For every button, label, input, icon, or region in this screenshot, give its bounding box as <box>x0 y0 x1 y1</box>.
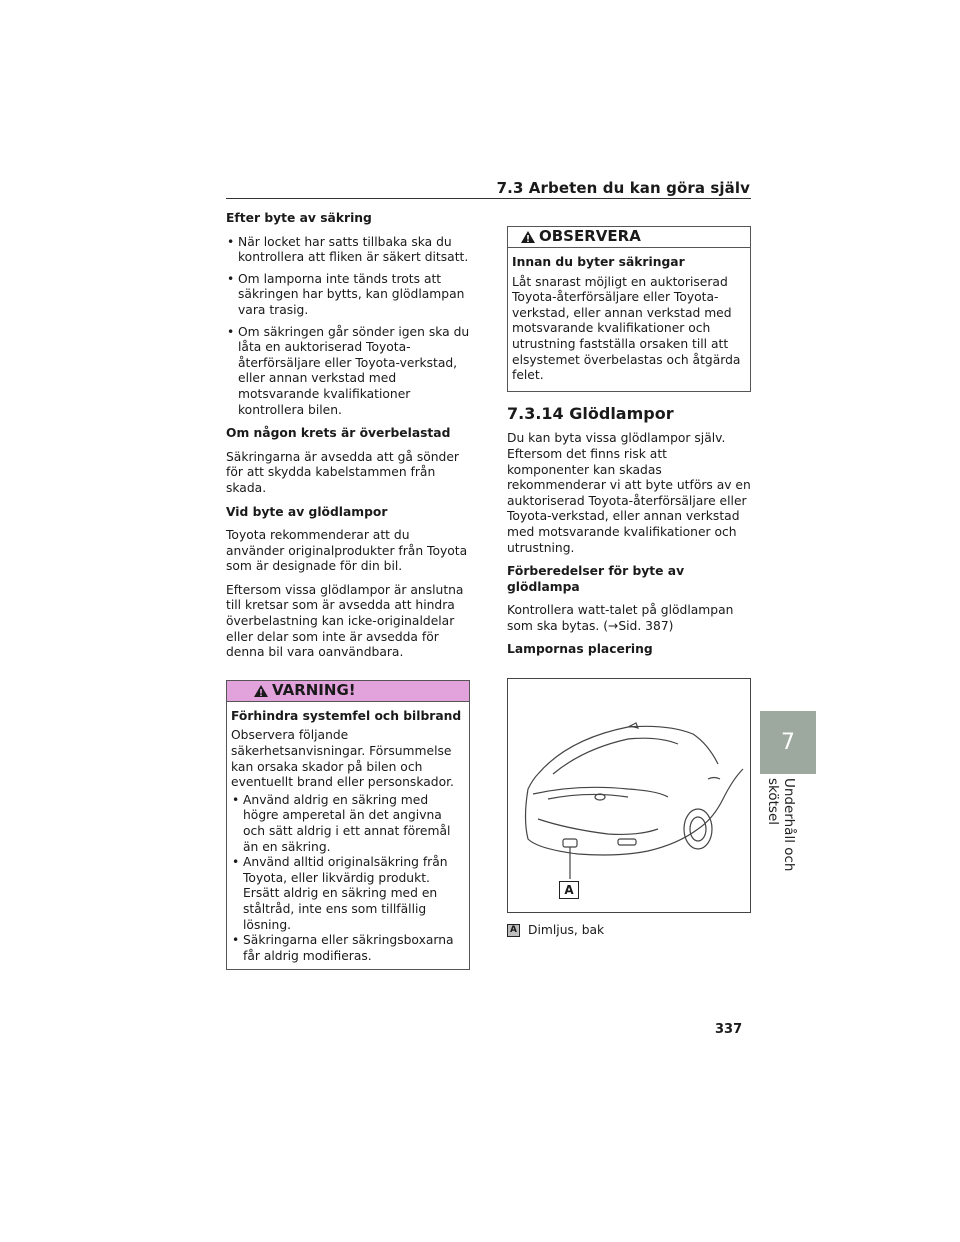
page-number: 337 <box>715 1022 743 1037</box>
caution-icon <box>520 230 536 244</box>
list-item: • Om säkringen går sönder igen ska du låta en auktoriserad Toyota-återförsäljare eller Toyota-verkstad, eller annan verkstad med motsvarande kvalifikationer kontrollera bilen. <box>227 324 470 417</box>
bulb-change-heading: Vid byte av glödlampor <box>226 504 388 519</box>
page-header-title: 7.3 Arbeten du kan göra själv <box>496 179 750 197</box>
section-title: 7.3.14 Glödlampor <box>507 403 674 423</box>
list-item: • När locket har satts tillbaka ska du kontrollera att fliken är säkert ditsatt. <box>227 234 469 265</box>
notice-text: Låt snarast möjligt en auktoriserad Toyota-återförsäljare eller Toyota-verkstad, eller annan verkstad med motsvarande kvalifikationer och utrustning fastställa orsaken till att elsystemet överbelastas och åtgärda felet. <box>512 274 741 383</box>
warning-list <box>231 793 465 965</box>
warning-intro: Observera följande säkerhetsanvisningar. Försummelse kan orsaka skador på bilen och eventuellt brand eller personskador. <box>231 728 454 790</box>
warning-heading: Förhindra systemfel och bilbrand <box>231 708 462 723</box>
warning-body <box>227 702 469 970</box>
legend-badge: A <box>507 924 520 937</box>
legend-text: Dimljus, bak <box>528 923 605 938</box>
overload-heading: Om någon krets är överbelastad <box>226 426 451 441</box>
overload-text: Säkringarna är avsedda att gå sönder för att skydda kabelstammen från skada. <box>226 449 459 495</box>
bulb-text-2: Eftersom vissa glödlampor är anslutna till kretsar som är avsedda att hindra överbelastning kan icke-originaldelar eller delar som inte är avsedda för denna bil vara oanvändbara. <box>226 582 464 660</box>
chapter-label: Underhåll och skötsel <box>765 778 797 872</box>
list-item: • Om lamporna inte tänds trots att säkringen har bytts, kan glödlampan vara trasig. <box>227 271 465 317</box>
bulb-text-1: Toyota rekommenderar att du använder originalprodukter från Toyota som är designade för din bil. <box>226 528 468 574</box>
notice-box <box>507 226 751 392</box>
section-intro: Du kan byta vissa glödlampor själv. Eftersom det finns risk att komponenter kan skadas rekommenderar vi att byte utförs av en auktoriserad Toyota-återförsäljare eller Toyota-verkstad, eller annan verkstad med motsvarande kvalifikationer och utrustning. <box>507 431 751 555</box>
notice-heading: Innan du byter säkringar <box>512 255 685 269</box>
figure-legend <box>507 923 751 939</box>
after-fuse-heading: Efter byte av säkring <box>226 211 372 225</box>
warning-header <box>227 681 469 702</box>
prep-heading: Förberedelser för byte av glödlampa <box>507 564 685 594</box>
prep-text: Kontrollera watt-talet på glödlampan som ska bytas. (→Sid. 387) <box>507 603 734 633</box>
left-column <box>226 211 470 984</box>
warning-box <box>226 680 470 971</box>
notice-body <box>508 248 750 391</box>
warning-title: VARNING! <box>272 681 356 700</box>
after-fuse-list <box>226 235 470 419</box>
warning-icon <box>253 684 269 698</box>
list-item: • Använd alltid originalsäkring från Toyota, eller likvärdig produkt. Ersätt aldrig en säkring med en ståltråd, inte ens som tillfällig lösning. <box>232 855 448 932</box>
car-rear-illustration <box>507 678 751 913</box>
list-item: • Använd aldrig en säkring med högre amperetal än det angivna och sätt aldrig i ett annat föremål än en säkring. <box>232 792 451 854</box>
notice-header <box>508 227 750 248</box>
list-item: • Säkringarna eller säkringsboxarna får aldrig modifieras. <box>232 933 454 963</box>
car-rear-drawing <box>508 679 750 912</box>
header-rule <box>226 198 751 199</box>
placement-heading: Lampornas placering <box>507 642 653 657</box>
chapter-tab: 7 <box>760 711 816 774</box>
callout-a-label: A <box>559 881 579 899</box>
notice-title: OBSERVERA <box>539 227 641 246</box>
right-column <box>507 226 751 939</box>
